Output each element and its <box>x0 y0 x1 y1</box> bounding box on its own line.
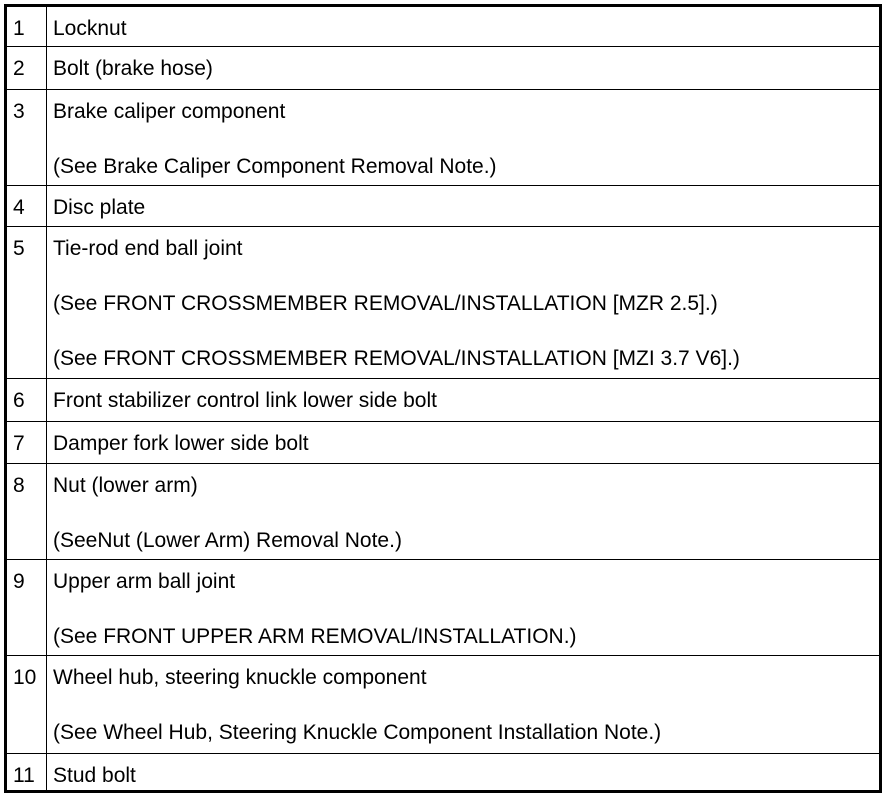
item-number: 7 <box>6 422 47 464</box>
part-name: Disc plate <box>53 196 146 219</box>
table-row <box>6 422 881 464</box>
item-number: 9 <box>6 560 47 656</box>
table-row <box>6 464 881 560</box>
reference-note: (See FRONT CROSSMEMBER REMOVAL/INSTALLATION [MZR 2.5].) <box>53 292 718 315</box>
part-name: Tie-rod end ball joint <box>53 237 243 260</box>
item-number: 2 <box>6 47 47 90</box>
item-description <box>47 47 881 90</box>
item-description <box>47 379 881 422</box>
item-description <box>47 656 881 754</box>
table-row <box>6 47 881 90</box>
part-name: Nut (lower arm) <box>53 474 198 497</box>
table-row <box>6 379 881 422</box>
part-name: Locknut <box>53 17 127 40</box>
reference-note: (See FRONT CROSSMEMBER REMOVAL/INSTALLATION [MZI 3.7 V6].) <box>53 347 740 370</box>
part-name: Stud bolt <box>53 764 136 787</box>
reference-note: (See Brake Caliper Component Removal Note.) <box>53 155 497 178</box>
item-description <box>47 464 881 560</box>
reference-note: (See FRONT UPPER ARM REMOVAL/INSTALLATION.) <box>53 625 577 648</box>
parts-table <box>4 4 882 793</box>
table-row <box>6 227 881 379</box>
item-description <box>47 186 881 227</box>
item-description <box>47 227 881 379</box>
item-number: 1 <box>6 6 47 47</box>
item-number: 3 <box>6 90 47 186</box>
item-description <box>47 6 881 47</box>
item-number: 6 <box>6 379 47 422</box>
item-description <box>47 754 881 792</box>
table-row <box>6 754 881 792</box>
part-name: Front stabilizer control link lower side bolt <box>53 389 437 412</box>
item-number: 10 <box>6 656 47 754</box>
part-name: Wheel hub, steering knuckle component <box>53 666 427 689</box>
table-row <box>6 656 881 754</box>
item-number: 4 <box>6 186 47 227</box>
item-number: 11 <box>6 754 47 792</box>
item-number: 5 <box>6 227 47 379</box>
item-number: 8 <box>6 464 47 560</box>
table-row <box>6 6 881 47</box>
table-row <box>6 186 881 227</box>
item-description <box>47 90 881 186</box>
part-name: Brake caliper component <box>53 100 286 123</box>
item-description <box>47 422 881 464</box>
item-description <box>47 560 881 656</box>
table-row <box>6 560 881 656</box>
reference-note: (SeeNut (Lower Arm) Removal Note.) <box>53 529 402 552</box>
part-name: Bolt (brake hose) <box>53 57 213 80</box>
part-name: Upper arm ball joint <box>53 570 236 593</box>
part-name: Damper fork lower side bolt <box>53 432 309 455</box>
reference-note: (See Wheel Hub, Steering Knuckle Component Installation Note.) <box>53 721 662 744</box>
table-row <box>6 90 881 186</box>
